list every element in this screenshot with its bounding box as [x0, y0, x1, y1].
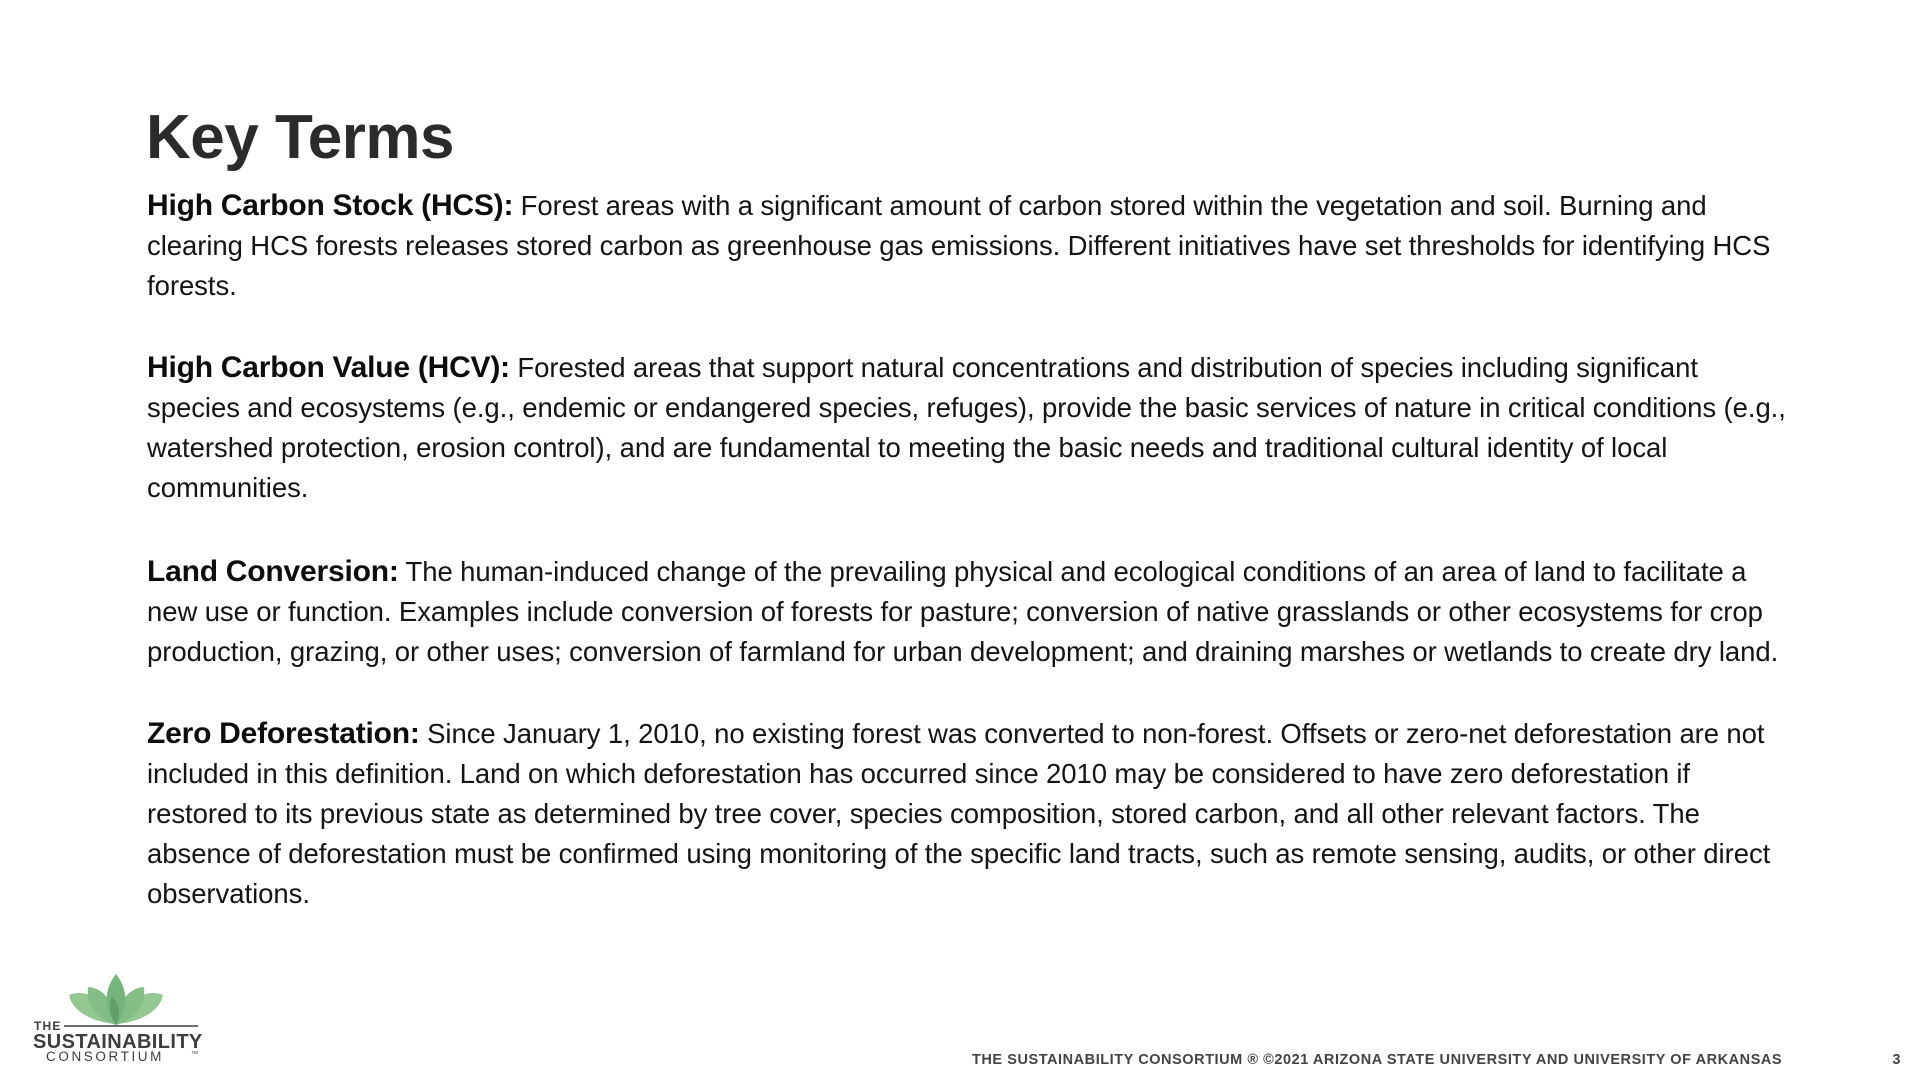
- term-definition-hcv: Forested areas that support natural concentrations and distribution of species including significant species and ecosystems (e.g., endemic or endangered species, refuges), provide the basic services of nature in critical conditions (e.g., watershed protection, erosion control), and are fundamental to meeting the basic needs and traditional cultural identity of local communities.: [147, 352, 1786, 503]
- footer-page-number: 3: [1892, 1052, 1901, 1068]
- term-paragraph-zero-deforestation: [147, 714, 1787, 914]
- term-paragraph-hcs: [147, 186, 1787, 306]
- term-definition-hcs: Forest areas with a significant amount of carbon stored within the vegetation and soil. Burning and clearing HCS forests releases stored carbon as greenhouse gas emissions. Different initiatives have set thresholds for identifying HCS forests.: [147, 190, 1771, 301]
- term-definition-zero-deforestation: Since January 1, 2010, no existing forest was converted to non-forest. Offsets or zero-net deforestation are not included in this definition. Land on which deforestation has occurred since 2010 may be considered to have zero deforestation if restored to its previous state as determined by tree cover, species composition, stored carbon, and all other relevant factors. The absence of deforestation must be confirmed using monitoring of the specific land tracts, such as remote sensing, audits, or other direct observations.: [147, 718, 1771, 909]
- footer-copyright: THE SUSTAINABILITY CONSORTIUM ® ©2021 ARIZONA STATE UNIVERSITY AND UNIVERSITY OF ARKANSAS: [972, 1052, 1783, 1068]
- term-paragraph-hcv: [147, 348, 1787, 508]
- key-terms-body: [147, 186, 1787, 914]
- term-label-land-conversion: Land Conversion:: [147, 555, 399, 588]
- logo-text-the: THE: [34, 1019, 62, 1033]
- term-label-hcs: High Carbon Stock (HCS):: [147, 189, 514, 222]
- page-title: Key Terms: [146, 102, 454, 172]
- logo-trademark-symbol: ™: [191, 1051, 198, 1058]
- lotus-leaf-icon: [28, 962, 204, 1062]
- term-label-zero-deforestation: Zero Deforestation:: [147, 717, 420, 750]
- logo-text-sustainability: SUSTAINABILITY: [33, 1031, 203, 1053]
- term-paragraph-land-conversion: [147, 552, 1787, 672]
- organization-logo: [28, 962, 204, 1062]
- term-definition-land-conversion: The human-induced change of the prevailing physical and ecological conditions of an area of land to facilitate a new use or function. Examples include conversion of forests for pasture; conversion of native grasslands or other ecosystems for crop production, grazing, or other uses; conversion of farmland for urban development; and draining marshes or wetlands to create dry land.: [147, 556, 1779, 667]
- term-label-hcv: High Carbon Value (HCV):: [147, 351, 510, 384]
- logo-text-consortium: CONSORTIUM: [46, 1049, 165, 1062]
